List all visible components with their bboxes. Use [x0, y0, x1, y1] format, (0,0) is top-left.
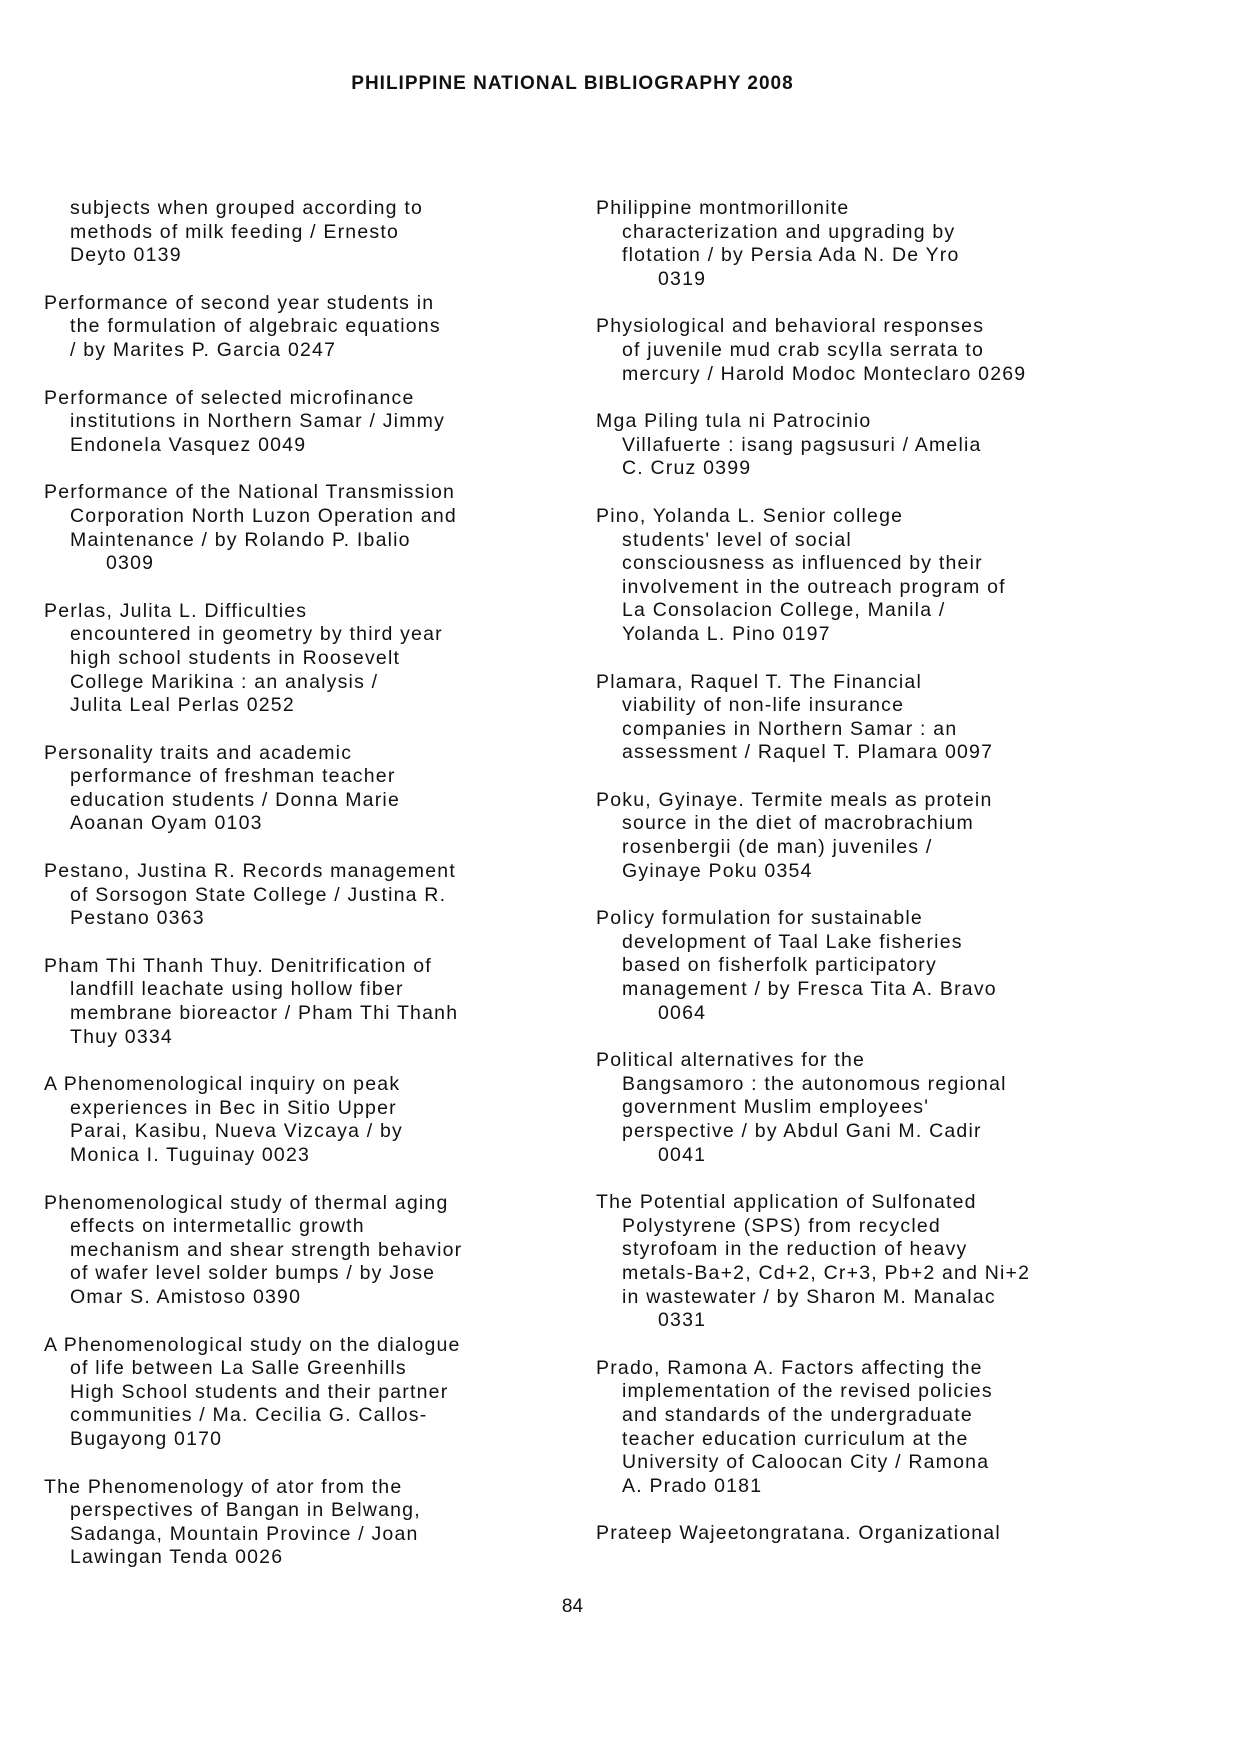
- entry-line: rosenbergii (de man) juveniles /: [622, 836, 933, 859]
- entry-line: Pestano, Justina R. Records management: [44, 860, 456, 883]
- entry-line: Physiological and behavioral responses: [596, 315, 985, 338]
- entry-line: government Muslim employees': [622, 1096, 930, 1119]
- entry-line: experiences in Bec in Sitio Upper: [70, 1096, 397, 1119]
- entry-line: A Phenomenological inquiry on peak: [44, 1073, 401, 1096]
- entry-line: A Phenomenological study on the dialogue: [44, 1333, 461, 1356]
- page-number: 84: [561, 1596, 584, 1617]
- bibliography-entry: [596, 505, 1116, 647]
- entry-line: Pestano 0363: [70, 907, 205, 930]
- entry-line: Deyto 0139: [70, 244, 182, 267]
- entry-line: Performance of second year students in: [44, 291, 435, 314]
- entry-line: mercury / Harold Modoc Monteclaro 0269: [622, 362, 1027, 385]
- entry-line: education students / Donna Marie: [70, 788, 400, 811]
- entry-line: Yolanda L. Pino 0197: [622, 622, 831, 645]
- entry-number: 0309: [106, 552, 155, 575]
- entry-line: high school students in Roosevelt: [70, 646, 401, 669]
- entry-line: Phenomenological study of thermal aging: [44, 1191, 449, 1214]
- bibliography-entry: [596, 197, 1116, 291]
- entry-line: Poku, Gyinaye. Termite meals as protein: [596, 788, 993, 811]
- entry-line: communities / Ma. Cecilia G. Callos-: [70, 1404, 428, 1427]
- entry-line: of juvenile mud crab scylla serrata to: [622, 338, 985, 361]
- bibliography-entry: [44, 1334, 564, 1452]
- entry-line: viability of non-life insurance: [622, 694, 905, 717]
- entry-line: C. Cruz 0399: [622, 457, 752, 480]
- bibliography-entry: [596, 1191, 1116, 1333]
- entry-line: source in the diet of macrobrachium: [622, 812, 974, 835]
- entry-line: mechanism and shear strength behavior: [70, 1238, 463, 1261]
- entry-line: Parai, Kasibu, Nueva Vizcaya / by: [70, 1120, 403, 1143]
- entry-line: Prateep Wajeetongratana. Organizational: [596, 1522, 1001, 1545]
- entry-line: membrane bioreactor / Pham Thi Thanh: [70, 1002, 459, 1025]
- bibliography-entry: [44, 860, 564, 931]
- entry-line: Performance of the National Transmission: [44, 481, 456, 504]
- entry-line: encountered in geometry by third year: [70, 623, 443, 646]
- entry-line: implementation of the revised policies: [622, 1380, 993, 1403]
- entry-line: consciousness as influenced by their: [622, 552, 983, 575]
- entry-line: methods of milk feeding / Ernesto: [70, 220, 399, 243]
- entry-line: perspective / by Abdul Gani M. Cadir: [622, 1120, 982, 1142]
- entry-line: Villafuerte : isang pagsusuri / Amelia: [622, 433, 982, 456]
- bibliography-entry: [44, 1073, 564, 1167]
- entry-line: Philippine montmorillonite: [596, 197, 850, 219]
- entry-line: flotation / by Persia Ada N. De Yro: [622, 244, 960, 267]
- bibliography-entry: [44, 292, 564, 363]
- entry-line: styrofoam in the reduction of heavy: [622, 1238, 968, 1261]
- entry-line: of life between La Salle Greenhills: [70, 1357, 407, 1380]
- entry-line: management / by Fresca Tita A. Bravo: [622, 978, 997, 1001]
- bibliography-entry: [44, 1192, 564, 1310]
- entry-line: the formulation of algebraic equations: [70, 315, 441, 338]
- left-column: [44, 197, 564, 1594]
- entry-line: Corporation North Luzon Operation and: [70, 504, 457, 527]
- entry-line: in wastewater / by Sharon M. Manalac: [622, 1285, 996, 1308]
- bibliography-entry: [596, 907, 1116, 1025]
- entry-line: Pino, Yolanda L. Senior college: [596, 504, 904, 527]
- entry-number: 0064: [658, 1001, 707, 1024]
- entry-line: Aoanan Oyam 0103: [70, 812, 263, 835]
- page-header: PHILIPPINE NATIONAL BIBLIOGRAPHY 2008: [351, 73, 794, 94]
- bibliography-entry: [596, 1049, 1116, 1167]
- entry-line: performance of freshman teacher: [70, 765, 396, 788]
- entry-line: perspectives of Bangan in Belwang,: [70, 1499, 421, 1522]
- entry-line: of Sorsogon State College / Justina R.: [70, 883, 447, 906]
- entry-line: Policy formulation for sustainable: [596, 907, 923, 930]
- entry-number: 0041: [658, 1143, 707, 1166]
- bibliography-entry: [44, 600, 564, 718]
- entry-line: teacher education curriculum at the: [622, 1427, 969, 1450]
- entry-line: The Phenomenology of ator from the: [44, 1475, 403, 1498]
- entry-line: Plamara, Raquel T. The Financial: [596, 670, 922, 693]
- right-column: [596, 197, 1116, 1570]
- bibliography-entry: [596, 1357, 1116, 1499]
- entry-line: College Marikina : an analysis /: [70, 670, 379, 693]
- entry-line: Thuy 0334: [70, 1025, 173, 1048]
- bibliography-entry: [596, 671, 1116, 765]
- entry-line: Perlas, Julita L. Difficulties: [44, 599, 308, 622]
- entry-line: Performance of selected microfinance: [44, 386, 415, 409]
- entry-line: Personality traits and academic: [44, 741, 353, 764]
- entry-line: characterization and upgrading by: [622, 220, 956, 243]
- bibliography-entry: [44, 742, 564, 836]
- bibliography-entry: [596, 789, 1116, 883]
- bibliography-entry: [44, 481, 564, 575]
- entry-line: A. Prado 0181: [622, 1474, 763, 1497]
- entry-line: companies in Northern Samar : an: [622, 717, 958, 740]
- entry-line: Julita Leal Perlas 0252: [70, 694, 295, 717]
- entry-number: 0331: [658, 1309, 707, 1332]
- entry-line: effects on intermetallic growth: [70, 1215, 365, 1238]
- entry-line: metals-Ba+2, Cd+2, Cr+3, Pb+2 and Ni+2: [622, 1261, 1031, 1284]
- entry-line: Pham Thi Thanh Thuy. Denitrification of: [44, 954, 432, 977]
- entry-line: Political alternatives for the: [596, 1049, 866, 1072]
- entry-line: Omar S. Amistoso 0390: [70, 1285, 302, 1308]
- bibliography-entry: [44, 197, 564, 268]
- entry-line: assessment / Raquel T. Plamara 0097: [622, 741, 994, 764]
- bibliography-entry: [596, 410, 1116, 481]
- bibliography-entry: [44, 387, 564, 458]
- entry-line: La Consolacion College, Manila /: [622, 599, 946, 622]
- entry-line: / by Marites P. Garcia 0247: [70, 338, 337, 361]
- entry-line: subjects when grouped according to: [70, 197, 423, 219]
- entry-line: institutions in Northern Samar / Jimmy: [70, 410, 446, 433]
- entry-line: University of Caloocan City / Ramona: [622, 1451, 990, 1474]
- bibliography-entry: [596, 1522, 1116, 1546]
- entry-line: Bangsamoro : the autonomous regional: [622, 1072, 1007, 1095]
- entry-line: Monica I. Tuguinay 0023: [70, 1144, 311, 1166]
- entry-line: High School students and their partner: [70, 1380, 449, 1403]
- entry-line: Gyinaye Poku 0354: [622, 859, 813, 882]
- entry-line: Bugayong 0170: [70, 1427, 223, 1450]
- entry-line: based on fisherfolk participatory: [622, 954, 937, 977]
- entry-line: Prado, Ramona A. Factors affecting the: [596, 1356, 983, 1379]
- entry-line: Polystyrene (SPS) from recycled: [622, 1214, 941, 1237]
- entry-line: landfill leachate using hollow fiber: [70, 978, 404, 1001]
- entry-line: and standards of the undergraduate: [622, 1403, 973, 1426]
- entry-line: of wafer level solder bumps / by Jose: [70, 1262, 436, 1285]
- entry-line: development of Taal Lake fisheries: [622, 930, 963, 953]
- entry-line: The Potential application of Sulfonated: [596, 1191, 977, 1214]
- entry-line: Lawingan Tenda 0026: [70, 1546, 284, 1569]
- entry-line: students' level of social: [622, 528, 852, 551]
- entry-line: Maintenance / by Rolando P. Ibalio: [70, 528, 411, 551]
- entry-line: involvement in the outreach program of: [622, 575, 1006, 598]
- bibliography-entry: [596, 315, 1116, 386]
- bibliography-entry: [44, 1476, 564, 1570]
- entry-line: Mga Piling tula ni Patrocinio: [596, 410, 872, 433]
- bibliography-entry: [44, 955, 564, 1049]
- entry-line: Endonela Vasquez 0049: [70, 433, 307, 456]
- entry-line: Sadanga, Mountain Province / Joan: [70, 1522, 419, 1545]
- entry-number: 0319: [658, 267, 707, 290]
